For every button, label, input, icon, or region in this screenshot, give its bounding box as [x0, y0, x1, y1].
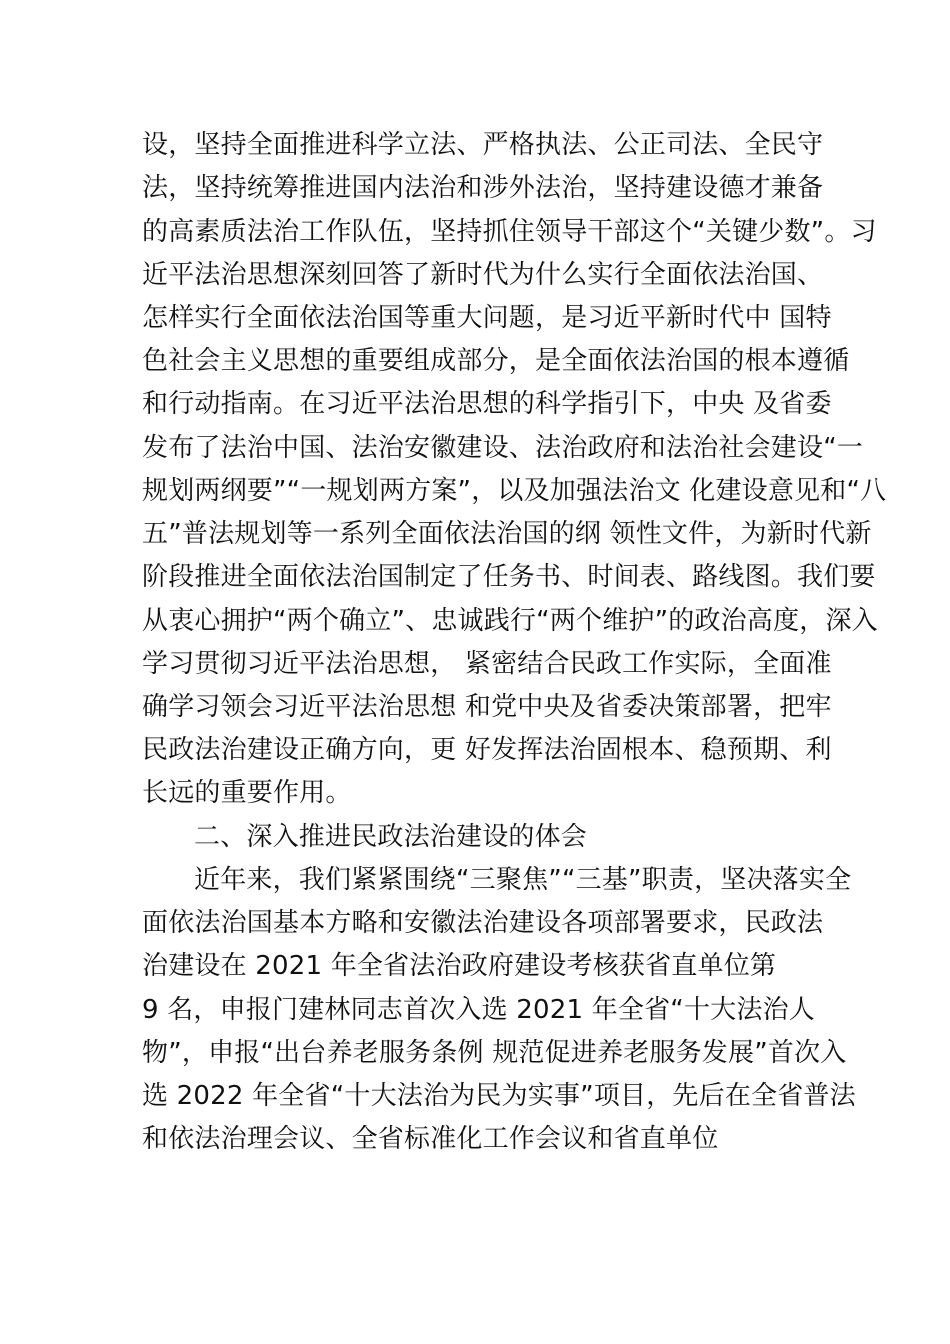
- text-line: 选 2022 年全省“十大法治为民为实事”项目，先后在全省普法: [142, 1081, 856, 1111]
- section-heading: 二、深入推进民政法治建设的体会: [194, 822, 588, 852]
- text-line: 怎样实行全面依法治国等重大问题，是习近平新时代中 国特: [142, 303, 832, 333]
- text-line: 发布了法治中国、法治安徽建设、法治政府和法治社会建设“一: [142, 433, 864, 463]
- text-line: 从衷心拥护“两个确立”、忠诚践行“两个维护”的政治高度，深入: [142, 606, 878, 636]
- text-line: 规划两纲要”“一规划两方案”，以及加强法治文 化建设意见和“八: [142, 476, 887, 506]
- text-line: 设，坚持全面推进科学立法、严格执法、公正司法、全民守: [142, 130, 824, 160]
- text-line: 法，坚持统筹推进国内法治和涉外法治，坚持建设德才兼备: [142, 173, 824, 203]
- text-line: 长远的重要作用。: [142, 778, 352, 808]
- text-line: 9 名，申报门建林同志首次入选 2021 年全省“十大法治人: [142, 995, 815, 1025]
- text-line: 五”普法规划等一系列全面依法治国的纲 领性文件，为新时代新: [142, 519, 872, 549]
- text-line: 面依法治国基本方略和安徽法治建设各项部署要求，民政法: [142, 908, 824, 938]
- paragraph-first-line: 近年来，我们紧紧围绕“三聚焦”“三基”职责，坚决落实全: [194, 865, 852, 895]
- text-line: 物”，申报“出台养老服务条例 规范促进养老服务发展”首次入: [142, 1038, 847, 1068]
- text-line: 和行动指南。在习近平法治思想的科学指引下，中央 及省委: [142, 389, 832, 419]
- text-line: 色社会主义思想的重要组成部分，是全面依法治国的根本遵循: [142, 346, 850, 376]
- text-line: 民政法治建设正确方向，更 好发挥法治固根本、稳预期、利: [142, 735, 832, 765]
- text-line: 和依法治理会议、全省标准化工作会议和省直单位: [142, 1124, 719, 1154]
- text-line: 阶段推进全面依法治国制定了任务书、时间表、路线图。我们要: [142, 562, 876, 592]
- text-line: 确学习领会习近平法治思想 和党中央及省委决策部署，把牢: [142, 692, 832, 722]
- text-line: 的高素质法治工作队伍，坚持抓住领导干部这个“关键少数”。习: [142, 217, 877, 247]
- text-line: 近平法治思想深刻回答了新时代为什么实行全面依法治国、: [142, 260, 824, 290]
- text-line: 学习贯彻习近平法治思想， 紧密结合民政工作实际，全面准: [142, 649, 832, 679]
- text-line: 治建设在 2021 年全省法治政府建设考核获省直单位第: [142, 951, 777, 981]
